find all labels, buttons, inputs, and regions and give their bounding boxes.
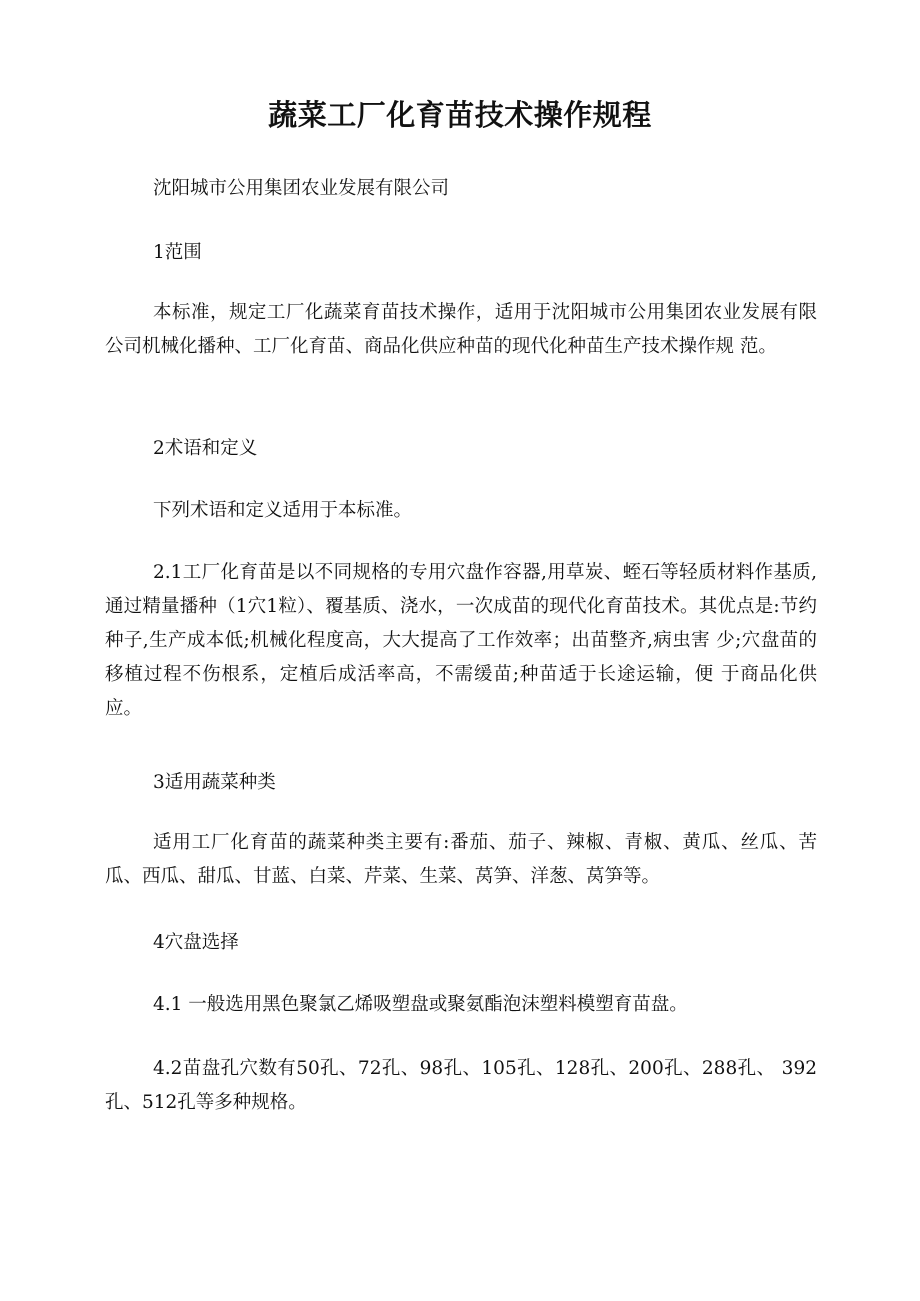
section-4-heading: 4穴盘选择 (153, 932, 239, 953)
author-line: 沈阳城市公用集团农业发展有限公司 (153, 178, 450, 199)
section-1-body: 本标准，规定工厂化蔬菜育苗技术操作，适用于沈阳城市公用集团农业发展有限公司机械化播种、工厂化育苗、商品化供应种苗的现代化种苗生产技术操作规 范。 (105, 302, 817, 357)
section-4-1-body: 4.1 一般选用黑色聚氯乙烯吸塑盘或聚氨酯泡沫塑料模塑育苗盘。 (153, 994, 688, 1015)
section-1-heading: 1范围 (153, 242, 202, 263)
section-3-heading: 3适用蔬菜种类 (153, 772, 276, 793)
section-2-intro: 下列术语和定义适用于本标准。 (153, 500, 413, 521)
section-3-body: 适用工厂化育苗的蔬菜种类主要有:番茄、茄子、辣椒、青椒、黄瓜、丝瓜、苦瓜、西瓜、甜瓜、甘蓝、白菜、芹菜、生菜、莴笋、洋葱、莴笋等。 (105, 832, 817, 887)
section-4-2-body: 4.2苗盘孔穴数有50孔、72孔、98孔、105孔、128孔、200孔、288孔、 392孔、512孔等多种规格。 (105, 1058, 817, 1113)
section-2-heading: 2术语和定义 (153, 438, 258, 459)
document-title: 蔬菜工厂化育苗技术操作规程 (268, 98, 652, 132)
section-2-1-body: 2.1工厂化育苗是以不同规格的专用穴盘作容器,用草炭、蛭石等轻质材料作基质,通过精量播种（1穴1粒）、覆基质、浇水，一次成苗的现代化育苗技术。其优点是:节约种子,生产成本低;机械化程度高，大大提高了工作效率；出苗整齐,病虫害 少;穴盘苗的移植过程不伤根系，定植后成活率高，不需缓苗;种苗适于长途运输，便 于商品化供应。 (105, 562, 817, 719)
